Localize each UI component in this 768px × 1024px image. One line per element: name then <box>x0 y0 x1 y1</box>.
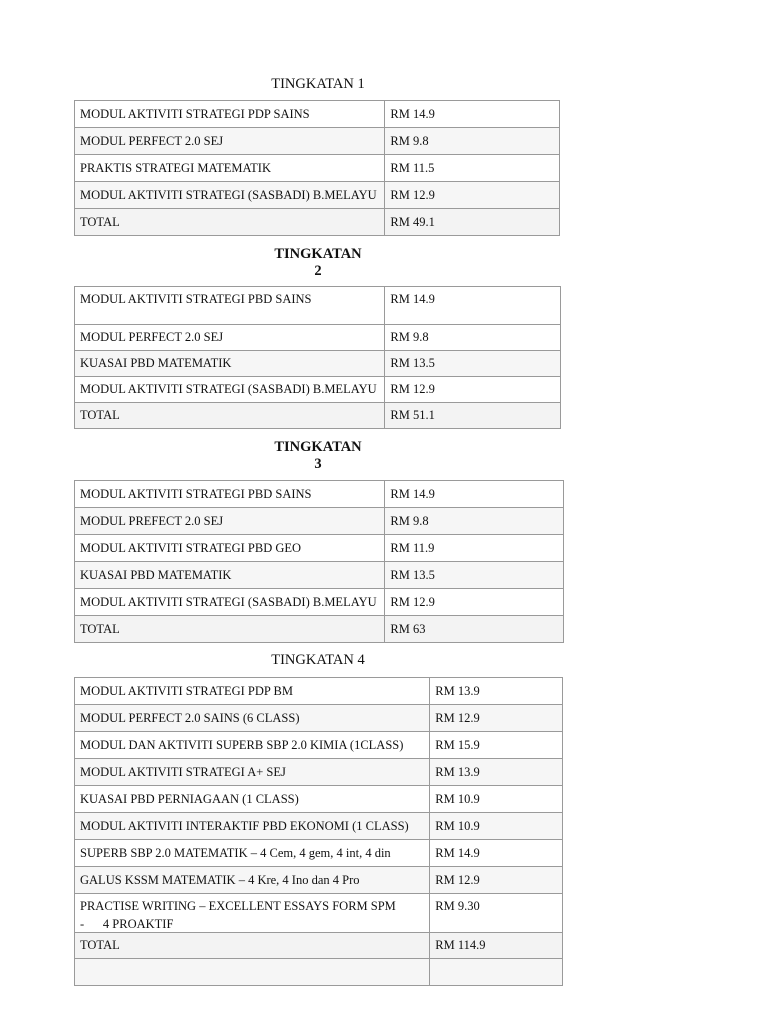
table-row <box>75 351 561 377</box>
item-main-text: PRACTISE WRITING – EXCELLENT ESSAYS FORM SPM <box>80 899 396 913</box>
item-cell: MODUL AKTIVITI STRATEGI A+ SEJ <box>75 759 430 786</box>
item-cell: MODUL AKTIVITI STRATEGI (SASBADI) B.MELAYU <box>75 589 385 616</box>
price-cell: RM 13.9 <box>430 759 563 786</box>
price-cell: RM 14.9 <box>430 840 563 867</box>
total-label: TOTAL <box>75 933 430 959</box>
table-row <box>75 155 560 182</box>
price-cell: RM 12.9 <box>430 705 563 732</box>
price-cell: RM 13.5 <box>385 351 561 377</box>
heading-tingkatan-4: TINGKATAN 4 <box>271 652 365 668</box>
price-cell: RM 10.9 <box>430 786 563 813</box>
empty-cell <box>75 959 430 986</box>
item-cell: MODUL AKTIVITI STRATEGI PBD SAINS <box>75 481 385 508</box>
price-cell: RM 14.9 <box>385 287 561 325</box>
table-row <box>75 101 560 128</box>
total-row <box>75 933 563 959</box>
price-cell: RM 11.5 <box>385 155 560 182</box>
table-tingkatan-1 <box>74 100 560 236</box>
price-cell: RM 12.9 <box>385 182 560 209</box>
item-cell: MODUL AKTIVITI STRATEGI PDP SAINS <box>75 101 385 128</box>
table-row <box>75 678 563 705</box>
item-cell: GALUS KSSM MATEMATIK – 4 Kre, 4 Ino dan 4 Pro <box>75 867 430 894</box>
total-row <box>75 616 564 643</box>
item-cell: MODUL PERFECT 2.0 SEJ <box>75 128 385 155</box>
price-cell: RM 13.9 <box>430 678 563 705</box>
total-label: TOTAL <box>75 616 385 643</box>
price-cell: RM 15.9 <box>430 732 563 759</box>
table-row <box>75 481 564 508</box>
table-row <box>75 867 563 894</box>
table-tingkatan-2 <box>74 286 561 429</box>
price-cell: RM 9.30 <box>430 894 563 933</box>
heading-line-2: 2 <box>314 263 322 279</box>
heading-line-2: 3 <box>314 456 322 472</box>
heading-line-1: TINGKATAN <box>274 246 362 262</box>
item-cell: MODUL AKTIVITI STRATEGI PDP BM <box>75 678 430 705</box>
price-cell: RM 9.8 <box>385 325 561 351</box>
item-cell: MODUL AKTIVITI STRATEGI PBD GEO <box>75 535 385 562</box>
table-tingkatan-4 <box>74 677 563 986</box>
table-row <box>75 562 564 589</box>
item-cell: PRAKTIS STRATEGI MATEMATIK <box>75 155 385 182</box>
table-row <box>75 786 563 813</box>
table-row <box>75 508 564 535</box>
table-row <box>75 325 561 351</box>
table-row <box>75 377 561 403</box>
item-cell: MODUL AKTIVITI STRATEGI (SASBADI) B.MELAYU <box>75 182 385 209</box>
total-row <box>75 209 560 236</box>
item-cell: MODUL PERFECT 2.0 SAINS (6 CLASS) <box>75 705 430 732</box>
table-tingkatan-3 <box>74 480 564 643</box>
heading-tingkatan-3 <box>218 439 418 473</box>
table-row <box>75 894 563 933</box>
item-sub-text: - 4 PROAKTIF <box>80 917 174 931</box>
heading-tingkatan-1: TINGKATAN 1 <box>271 76 365 92</box>
table-row <box>75 705 563 732</box>
table-row <box>75 128 560 155</box>
item-cell: MODUL PERFECT 2.0 SEJ <box>75 325 385 351</box>
heading-line-1: TINGKATAN <box>274 439 362 455</box>
price-cell: RM 12.9 <box>385 589 564 616</box>
price-cell: RM 10.9 <box>430 813 563 840</box>
table-row <box>75 759 563 786</box>
item-cell: SUPERB SBP 2.0 MATEMATIK – 4 Cem, 4 gem, 4 int, 4 din <box>75 840 430 867</box>
total-label: TOTAL <box>75 403 385 429</box>
table-row <box>75 589 564 616</box>
item-cell <box>75 894 430 933</box>
item-cell: MODUL AKTIVITI STRATEGI PBD SAINS <box>75 287 385 325</box>
item-cell: KUASAI PBD MATEMATIK <box>75 351 385 377</box>
total-label: TOTAL <box>75 209 385 236</box>
empty-cell <box>430 959 563 986</box>
empty-row <box>75 959 563 986</box>
table-row <box>75 182 560 209</box>
price-cell: RM 12.9 <box>385 377 561 403</box>
item-cell: KUASAI PBD PERNIAGAAN (1 CLASS) <box>75 786 430 813</box>
table-row <box>75 732 563 759</box>
table-row <box>75 840 563 867</box>
total-value: RM 114.9 <box>430 933 563 959</box>
item-cell: MODUL AKTIVITI INTERAKTIF PBD EKONOMI (1 CLASS) <box>75 813 430 840</box>
table-row <box>75 535 564 562</box>
total-row <box>75 403 561 429</box>
total-value: RM 51.1 <box>385 403 561 429</box>
price-cell: RM 11.9 <box>385 535 564 562</box>
price-cell: RM 13.5 <box>385 562 564 589</box>
price-cell: RM 14.9 <box>385 481 564 508</box>
price-cell: RM 9.8 <box>385 508 564 535</box>
item-cell: MODUL PREFECT 2.0 SEJ <box>75 508 385 535</box>
item-cell: KUASAI PBD MATEMATIK <box>75 562 385 589</box>
price-cell: RM 9.8 <box>385 128 560 155</box>
table-row <box>75 287 561 325</box>
total-value: RM 49.1 <box>385 209 560 236</box>
item-cell: MODUL AKTIVITI STRATEGI (SASBADI) B.MELAYU <box>75 377 385 403</box>
price-cell: RM 12.9 <box>430 867 563 894</box>
price-cell: RM 14.9 <box>385 101 560 128</box>
item-cell: MODUL DAN AKTIVITI SUPERB SBP 2.0 KIMIA (1CLASS) <box>75 732 430 759</box>
heading-tingkatan-2 <box>218 246 418 280</box>
table-row <box>75 813 563 840</box>
total-value: RM 63 <box>385 616 564 643</box>
